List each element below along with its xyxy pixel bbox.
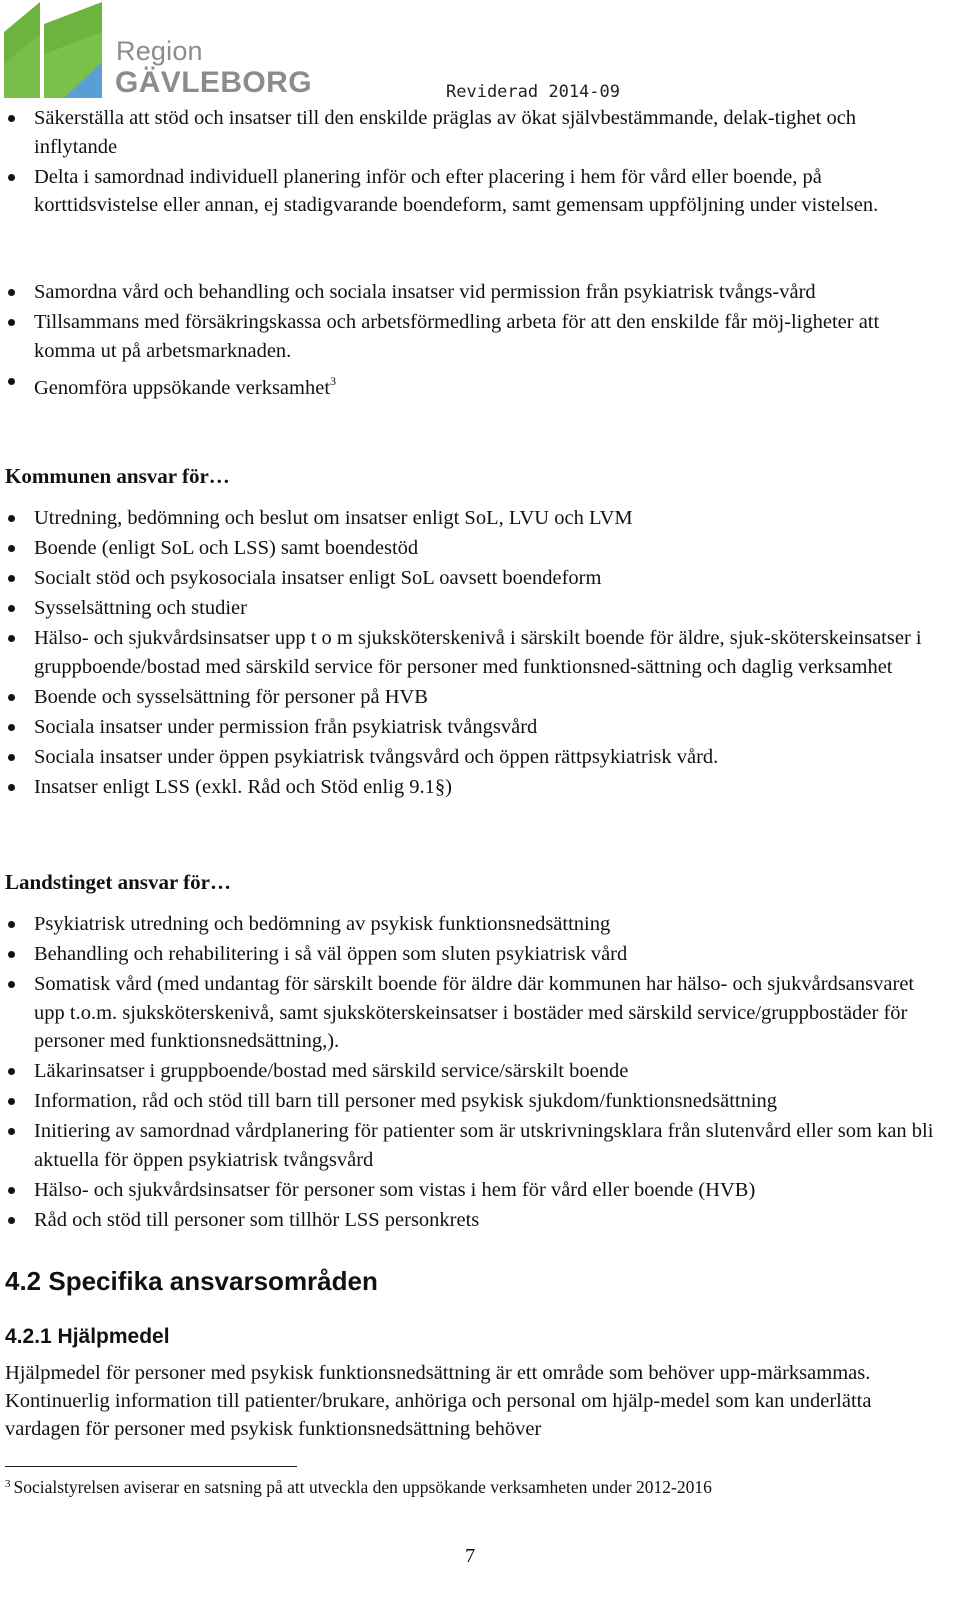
- list-item: Säkerställa att stöd och insatser till den enskilde präglas av ökat självbestämmande, delak-tighet och inflytande: [0, 104, 940, 161]
- list-item: Samordna vård och behandling och sociala insatser vid permission från psykiatrisk tvångs-vård: [0, 278, 940, 307]
- list-item: Delta i samordnad individuell planering inför och efter placering i hem för vård eller boende, på korttidsvistelse eller annan, ej stadigvarande boendeform, samt gemensam uppföljning under vistelsen.: [0, 163, 940, 220]
- section-paragraph: Hjälpmedel för personer med psykisk funktionsnedsättning är ett område som behöver upp-märksammas. Kontinuerlig information till patienter/brukare, anhöriga och personal om hjälp-medel som kan underlätta vardagen för personer med psykisk funktionsnedsättning behöver: [5, 1362, 872, 1440]
- list-item: Utredning, bedömning och beslut om insatser enligt SoL, LVU och LVM: [0, 504, 940, 533]
- list-item: Boende (enligt SoL och LSS) samt boendestöd: [0, 534, 940, 563]
- list-item: Läkarinsatser i gruppboende/bostad med särskild service/särskilt boende: [0, 1057, 940, 1086]
- list-item: Initiering av samordnad vårdplanering för patienter som är utskrivningsklara från slutenvård eller som kan bli aktuella för öppen psykiatrisk tvångsvård: [0, 1117, 940, 1174]
- list-item: Somatisk vård (med undantag för särskilt boende för äldre där kommunen har hälso- och sjukvårdsansvaret upp t.o.m. sjuksköterskenivå, samt sjuksköterskeinsatser i bostäder med särskild service/gruppbostäder för personer med funktionsnedsättning,).: [0, 970, 940, 1056]
- bullet-list-top: [0, 104, 940, 221]
- list-item: Tillsammans med försäkringskassa och arbetsförmedling arbeta för att den enskilde får möj-ligheter att komma ut på arbetsmarknaden.: [0, 308, 940, 365]
- list-item: Hälso- och sjukvårdsinsatser upp t o m sjuksköterskenivå i särskilt boende för äldre, sjuk-sköterskeinsatser i gruppboende/bostad med särskild service för personer med funktionsned-sättning och daglig verksamhet: [0, 624, 940, 681]
- subsection-heading: 4.2.1 Hjälpmedel: [5, 1325, 170, 1348]
- footnote: [5, 1477, 712, 1498]
- section-heading: 4.2 Specifika ansvarsområden: [5, 1266, 378, 1296]
- footnote-divider: [5, 1466, 297, 1467]
- logo-text-region: Region: [116, 36, 203, 66]
- revision-date: Reviderad 2014-09: [446, 82, 620, 102]
- page-number: 7: [465, 1545, 476, 1567]
- bullet-list-kommunen: [0, 504, 940, 803]
- footnote-number: 3: [5, 1478, 11, 1490]
- list-item: [0, 367, 940, 403]
- list-item: Boende och sysselsättning för personer på HVB: [0, 683, 940, 712]
- bullet-list-second: [0, 278, 940, 404]
- list-item: Sysselsättning och studier: [0, 594, 940, 623]
- list-item: Hälso- och sjukvårdsinsatser för personer som vistas i hem för vård eller boende (HVB): [0, 1176, 940, 1205]
- list-item: Psykiatrisk utredning och bedömning av psykisk funktionsnedsättning: [0, 910, 940, 939]
- list-item: Råd och stöd till personer som tillhör LSS personkrets: [0, 1206, 940, 1235]
- list-item: Behandling och rehabilitering i så väl öppen som sluten psykiatrisk vård: [0, 940, 940, 969]
- list-item-text: Genomföra uppsökande verksamhet: [34, 376, 331, 399]
- heading-kommunen: Kommunen ansvar för…: [5, 464, 230, 488]
- list-item: Insatser enligt LSS (exkl. Råd och Stöd enlig 9.1§): [0, 773, 940, 802]
- footnote-text: Socialstyrelsen aviserar en satsning på att utveckla den uppsökande verksamheten under 2012-2016: [13, 1477, 712, 1497]
- list-item: Sociala insatser under öppen psykiatrisk tvångsvård och öppen rättpsykiatrisk vård.: [0, 743, 940, 772]
- heading-landstinget: Landstinget ansvar för…: [5, 870, 231, 894]
- bullet-list-landstinget: [0, 910, 940, 1236]
- footnote-reference[interactable]: 3: [330, 373, 337, 388]
- list-item: Socialt stöd och psykosociala insatser enligt SoL oavsett boendeform: [0, 564, 940, 593]
- logo-text-gavleborg: GÄVLEBORG: [115, 66, 312, 99]
- list-item: Information, råd och stöd till barn till personer med psykisk sjukdom/funktionsnedsättning: [0, 1087, 940, 1116]
- logo-mark-icon: [4, 2, 102, 98]
- list-item: Sociala insatser under permission från psykiatrisk tvångsvård: [0, 713, 940, 742]
- region-gavleborg-logo: [4, 2, 312, 99]
